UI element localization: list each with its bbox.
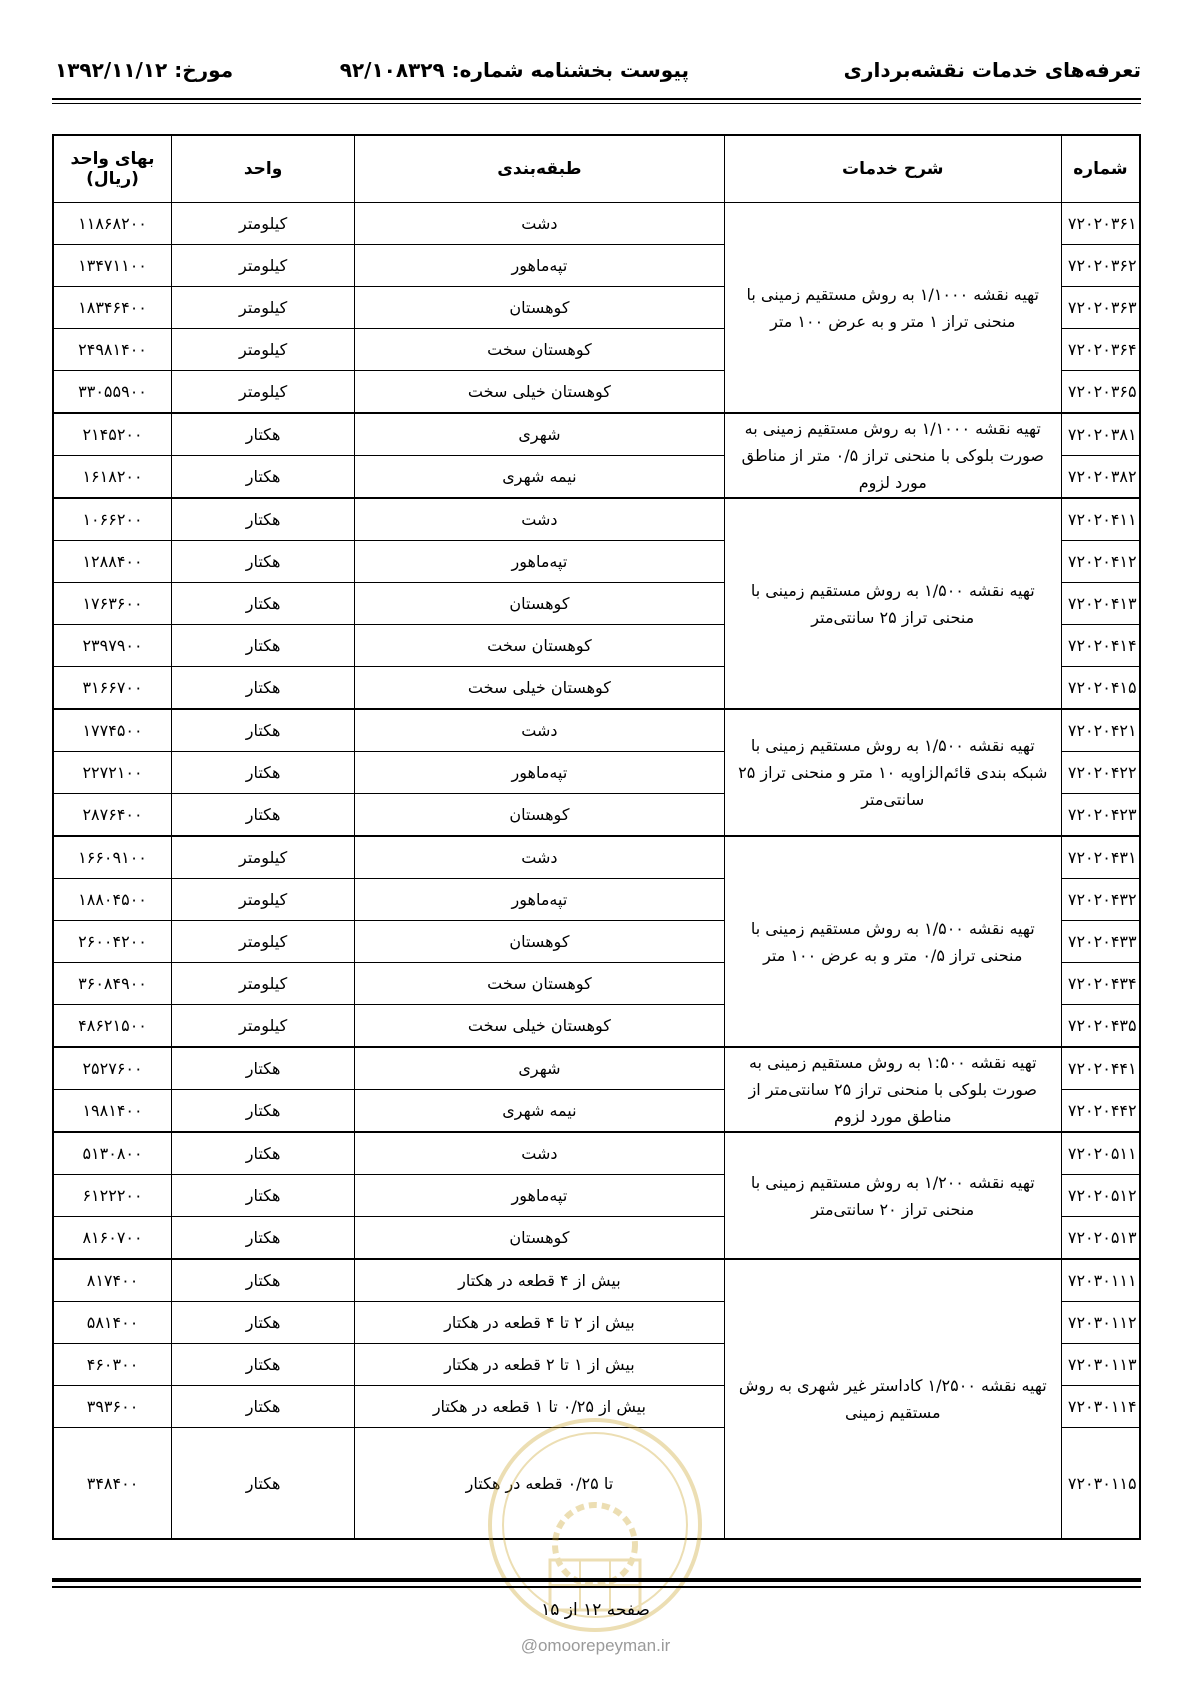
cell-price: ۲۲۷۲۱۰۰ (53, 752, 172, 794)
cell-category: تپه‌ماهور (355, 1175, 725, 1217)
cell-category: نیمه شهری (355, 1090, 725, 1133)
table-header-row (53, 135, 1140, 203)
cell-price: ۴۸۶۲۱۵۰۰ (53, 1005, 172, 1048)
cell-category: کوهستان خیلی سخت (355, 371, 725, 414)
cell-unit: هکتار (172, 541, 355, 583)
cell-category: شهری (355, 413, 725, 456)
cell-description: تهیه نقشه ۱/۱۰۰۰ به روش مستقیم زمینی به صورت بلوکی با منحنی تراز ۰/۵ متر از مناطق مورد لزوم (724, 413, 1061, 498)
header-category: طبقه‌بندی (355, 135, 725, 203)
cell-price: ۵۸۱۴۰۰ (53, 1302, 172, 1344)
cell-unit: هکتار (172, 1344, 355, 1386)
table-row (53, 498, 1140, 541)
cell-price: ۸۱۷۴۰۰ (53, 1259, 172, 1302)
cell-number: ۷۲۰۲۰۵۱۳ (1061, 1217, 1140, 1260)
cell-category: کوهستان (355, 921, 725, 963)
cell-unit: هکتار (172, 752, 355, 794)
cell-unit: کیلومتر (172, 329, 355, 371)
cell-price: ۱۰۶۶۲۰۰ (53, 498, 172, 541)
cell-category: کوهستان سخت (355, 329, 725, 371)
cell-price: ۱۸۸۰۴۵۰۰ (53, 879, 172, 921)
header-rule (52, 98, 1141, 100)
cell-number: ۷۲۰۲۰۴۴۲ (1061, 1090, 1140, 1133)
cell-category: تپه‌ماهور (355, 879, 725, 921)
circular-number: پیوست بخشنامه شماره: ۹۲/۱۰۸۳۲۹ (339, 58, 689, 82)
cell-price: ۲۱۴۵۲۰۰ (53, 413, 172, 456)
cell-number: ۷۲۰۲۰۳۸۱ (1061, 413, 1140, 456)
cell-category: تپه‌ماهور (355, 245, 725, 287)
cell-number: ۷۲۰۳۰۱۱۳ (1061, 1344, 1140, 1386)
cell-category: کوهستان خیلی سخت (355, 1005, 725, 1048)
cell-number: ۷۲۰۲۰۴۱۴ (1061, 625, 1140, 667)
cell-price: ۱۷۶۳۶۰۰ (53, 583, 172, 625)
cell-number: ۷۲۰۲۰۴۲۲ (1061, 752, 1140, 794)
cell-number: ۷۲۰۳۰۱۱۵ (1061, 1428, 1140, 1540)
cell-category: تپه‌ماهور (355, 541, 725, 583)
cell-number: ۷۲۰۲۰۴۱۲ (1061, 541, 1140, 583)
cell-unit: کیلومتر (172, 371, 355, 414)
table-row (53, 1259, 1140, 1302)
table-row (53, 413, 1140, 456)
cell-number: ۷۲۰۲۰۴۳۳ (1061, 921, 1140, 963)
cell-category: کوهستان (355, 1217, 725, 1260)
cell-price: ۱۸۳۴۶۴۰۰ (53, 287, 172, 329)
cell-unit: هکتار (172, 498, 355, 541)
cell-unit: کیلومتر (172, 879, 355, 921)
cell-unit: کیلومتر (172, 287, 355, 329)
cell-unit: هکتار (172, 667, 355, 710)
circular-date: مورخ: ۱۳۹۲/۱۱/۱۲ (55, 58, 234, 82)
footer-rule (52, 1578, 1141, 1582)
cell-number: ۷۲۰۲۰۳۶۳ (1061, 287, 1140, 329)
table-row (53, 203, 1140, 245)
cell-description: تهیه نقشه ۱/۲۵۰۰ کاداستر غیر شهری به روش مستقیم زمینی (724, 1259, 1061, 1539)
cell-price: ۳۳۰۵۵۹۰۰ (53, 371, 172, 414)
cell-category: کوهستان سخت (355, 625, 725, 667)
cell-unit: کیلومتر (172, 1005, 355, 1048)
cell-category: کوهستان سخت (355, 963, 725, 1005)
cell-unit: هکتار (172, 1090, 355, 1133)
cell-category: بیش از ۴ قطعه در هکتار (355, 1259, 725, 1302)
cell-unit: هکتار (172, 583, 355, 625)
cell-price: ۱۱۸۶۸۲۰۰ (53, 203, 172, 245)
cell-category: بیش از ۲ تا ۴ قطعه در هکتار (355, 1302, 725, 1344)
cell-number: ۷۲۰۲۰۵۱۱ (1061, 1132, 1140, 1175)
table-row (53, 1132, 1140, 1175)
header-unit: واحد (172, 135, 355, 203)
cell-number: ۷۲۰۲۰۳۶۴ (1061, 329, 1140, 371)
cell-price: ۱۶۱۸۲۰۰ (53, 456, 172, 499)
cell-price: ۱۷۷۴۵۰۰ (53, 709, 172, 752)
table-row (53, 836, 1140, 879)
cell-category: دشت (355, 498, 725, 541)
table-row (53, 709, 1140, 752)
header-description: شرح خدمات (724, 135, 1061, 203)
site-watermark: @omoorepeyman.ir (520, 1636, 671, 1655)
cell-unit: هکتار (172, 413, 355, 456)
cell-number: ۷۲۰۲۰۴۳۵ (1061, 1005, 1140, 1048)
cell-unit: کیلومتر (172, 245, 355, 287)
header-rule-secondary (52, 103, 1141, 104)
cell-number: ۷۲۰۲۰۴۳۲ (1061, 879, 1140, 921)
cell-number: ۷۲۰۳۰۱۱۲ (1061, 1302, 1140, 1344)
cell-category: تپه‌ماهور (355, 752, 725, 794)
cell-number: ۷۲۰۲۰۴۱۱ (1061, 498, 1140, 541)
header-number: شماره (1061, 135, 1140, 203)
cell-unit: هکتار (172, 1259, 355, 1302)
cell-category: نیمه شهری (355, 456, 725, 499)
cell-category: دشت (355, 836, 725, 879)
cell-unit: هکتار (172, 1132, 355, 1175)
cell-category: دشت (355, 203, 725, 245)
cell-number: ۷۲۰۲۰۴۱۳ (1061, 583, 1140, 625)
cell-number: ۷۲۰۲۰۵۱۲ (1061, 1175, 1140, 1217)
tariff-body (53, 203, 1140, 1540)
cell-price: ۳۴۸۴۰۰ (53, 1428, 172, 1540)
cell-price: ۳۱۶۶۷۰۰ (53, 667, 172, 710)
cell-number: ۷۲۰۲۰۴۲۳ (1061, 794, 1140, 837)
cell-number: ۷۲۰۲۰۳۶۵ (1061, 371, 1140, 414)
cell-price: ۸۱۶۰۷۰۰ (53, 1217, 172, 1260)
cell-category: شهری (355, 1047, 725, 1090)
cell-description: تهیه نقشه ۱/۵۰۰ به روش مستقیم زمینی با منحنی تراز ۰/۵ متر و به عرض ۱۰۰ متر (724, 836, 1061, 1047)
cell-category: تا ۰/۲۵ قطعه در هکتار (355, 1428, 725, 1540)
cell-price: ۱۳۴۷۱۱۰۰ (53, 245, 172, 287)
cell-unit: هکتار (172, 794, 355, 837)
cell-number: ۷۲۰۲۰۴۱۵ (1061, 667, 1140, 710)
cell-category: بیش از ۰/۲۵ تا ۱ قطعه در هکتار (355, 1386, 725, 1428)
cell-price: ۲۸۷۶۴۰۰ (53, 794, 172, 837)
cell-number: ۷۲۰۲۰۴۳۴ (1061, 963, 1140, 1005)
cell-number: ۷۲۰۲۰۳۶۱ (1061, 203, 1140, 245)
cell-category: کوهستان (355, 794, 725, 837)
cell-description: تهیه نقشه ۱:۵۰۰ به روش مستقیم زمینی به صورت بلوکی با منحنی تراز ۲۵ سانتی‌متر از مناطق مورد لزوم (724, 1047, 1061, 1132)
cell-unit: هکتار (172, 1047, 355, 1090)
cell-description: تهیه نقشه ۱/۱۰۰۰ به روش مستقیم زمینی با منحنی تراز ۱ متر و به عرض ۱۰۰ متر (724, 203, 1061, 414)
cell-category: دشت (355, 1132, 725, 1175)
cell-unit: کیلومتر (172, 203, 355, 245)
cell-unit: هکتار (172, 1217, 355, 1260)
cell-unit: کیلومتر (172, 963, 355, 1005)
cell-number: ۷۲۰۲۰۴۴۱ (1061, 1047, 1140, 1090)
cell-unit: هکتار (172, 1175, 355, 1217)
cell-description: تهیه نقشه ۱/۵۰۰ به روش مستقیم زمینی با شبکه بندی قائم‌الزاویه ۱۰ متر و منحنی تراز ۲۵ سانتی‌متر (724, 709, 1061, 836)
cell-number: ۷۲۰۲۰۳۶۲ (1061, 245, 1140, 287)
cell-number: ۷۲۰۲۰۳۸۲ (1061, 456, 1140, 499)
cell-category: دشت (355, 709, 725, 752)
cell-unit: هکتار (172, 456, 355, 499)
footer-rule-secondary (52, 1586, 1141, 1588)
cell-price: ۶۱۲۲۲۰۰ (53, 1175, 172, 1217)
page-header (55, 58, 1141, 88)
cell-description: تهیه نقشه ۱/۵۰۰ به روش مستقیم زمینی با منحنی تراز ۲۵ سانتی‌متر (724, 498, 1061, 709)
cell-price: ۲۳۹۷۹۰۰ (53, 625, 172, 667)
cell-description: تهیه نقشه ۱/۲۰۰ به روش مستقیم زمینی با منحنی تراز ۲۰ سانتی‌متر (724, 1132, 1061, 1259)
cell-unit: هکتار (172, 1386, 355, 1428)
cell-price: ۱۶۶۰۹۱۰۰ (53, 836, 172, 879)
cell-number: ۷۲۰۳۰۱۱۴ (1061, 1386, 1140, 1428)
cell-price: ۳۹۳۶۰۰ (53, 1386, 172, 1428)
cell-unit: هکتار (172, 1428, 355, 1540)
cell-number: ۷۲۰۳۰۱۱۱ (1061, 1259, 1140, 1302)
table-row (53, 1047, 1140, 1090)
cell-price: ۳۶۰۸۴۹۰۰ (53, 963, 172, 1005)
cell-unit: هکتار (172, 625, 355, 667)
tariff-table (52, 134, 1141, 1540)
cell-category: بیش از ۱ تا ۲ قطعه در هکتار (355, 1344, 725, 1386)
cell-category: کوهستان (355, 287, 725, 329)
cell-price: ۴۶۰۳۰۰ (53, 1344, 172, 1386)
cell-price: ۲۴۹۸۱۴۰۰ (53, 329, 172, 371)
cell-price: ۱۹۸۱۴۰۰ (53, 1090, 172, 1133)
document-title: تعرفه‌های خدمات نقشه‌برداری (843, 58, 1141, 82)
cell-number: ۷۲۰۲۰۴۳۱ (1061, 836, 1140, 879)
header-price: بهای واحد (ریال) (53, 135, 172, 203)
cell-category: کوهستان (355, 583, 725, 625)
cell-unit: هکتار (172, 1302, 355, 1344)
cell-unit: کیلومتر (172, 836, 355, 879)
cell-price: ۲۶۰۰۴۲۰۰ (53, 921, 172, 963)
cell-category: کوهستان خیلی سخت (355, 667, 725, 710)
cell-price: ۵۱۳۰۸۰۰ (53, 1132, 172, 1175)
cell-number: ۷۲۰۲۰۴۲۱ (1061, 709, 1140, 752)
cell-price: ۱۲۸۸۴۰۰ (53, 541, 172, 583)
cell-unit: کیلومتر (172, 921, 355, 963)
page-number: صفحه ۱۲ از ۱۵ (541, 1600, 650, 1620)
cell-price: ۲۵۲۷۶۰۰ (53, 1047, 172, 1090)
cell-unit: هکتار (172, 709, 355, 752)
